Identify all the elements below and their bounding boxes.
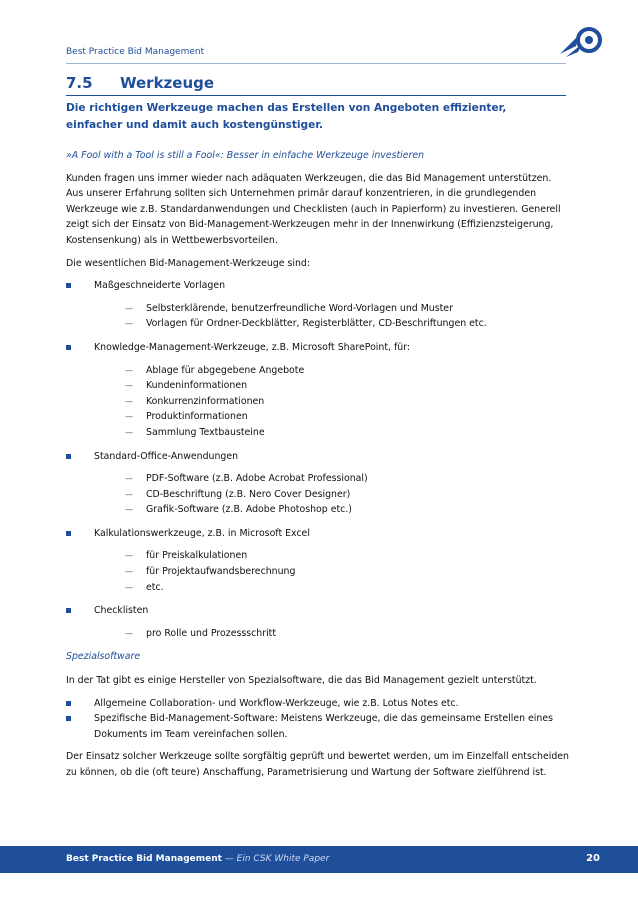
sub-list-item <box>94 548 571 564</box>
header-title: Best Practice Bid Management <box>66 47 205 57</box>
list-item-label: Checklisten <box>94 605 149 617</box>
list-item-label: Standard-Office-Anwendungen <box>94 450 239 462</box>
dash-bullet-icon: — <box>125 396 133 406</box>
footer-subtitle: — Ein CSK White Paper <box>224 854 330 864</box>
sub-list <box>94 363 571 441</box>
square-bullet-icon <box>66 531 71 536</box>
square-bullet-icon <box>66 701 71 706</box>
sub-list-item <box>94 301 571 317</box>
subheading-special-software: Spezialsoftware <box>66 651 141 663</box>
dash-bullet-icon: — <box>125 427 133 437</box>
sub-list-item-label: PDF-Software (z.B. Adobe Acrobat Professional) <box>146 473 368 485</box>
sub-list <box>94 471 571 518</box>
sub-list-item <box>94 394 571 410</box>
tools-list <box>66 278 571 641</box>
dash-bullet-icon: — <box>125 412 133 422</box>
quote-line: »A Fool with a Tool is still a Fool«: Besser in einfache Werkzeuge investieren <box>66 150 425 161</box>
dash-bullet-icon: — <box>125 381 133 391</box>
dash-bullet-icon: — <box>125 505 133 515</box>
footer-text <box>66 854 329 864</box>
page-number: 20 <box>586 853 600 864</box>
csk-logo-icon <box>556 24 608 60</box>
paragraph-conclusion: Der Einsatz solcher Werkzeuge sollte sorgfältig geprüft und bewertet werden, um im Einzelfall entscheiden zu können, ob die (oft teure) Anschaffung, Parametrisierung und Wartung der Software zielführend ist. <box>66 751 569 778</box>
section-number: 7.5 <box>66 74 93 92</box>
list-item <box>66 278 571 332</box>
dash-bullet-icon: — <box>125 567 133 577</box>
special-software-list <box>66 696 571 743</box>
sub-list-item-label: Sammlung Textbausteine <box>146 426 265 438</box>
sub-list-item <box>94 363 571 379</box>
section-heading <box>66 74 566 92</box>
sub-list-item <box>94 425 571 441</box>
dash-bullet-icon: — <box>125 365 133 375</box>
square-bullet-icon <box>66 345 71 350</box>
sub-list-item-label: Grafik-Software (z.B. Adobe Photoshop etc.) <box>146 504 352 516</box>
sub-list-item-label: Konkurrenzinformationen <box>146 395 265 407</box>
list-item-label: Allgemeine Collaboration- und Workflow-Werkzeuge, wie z.B. Lotus Notes etc. <box>94 697 459 709</box>
list-item <box>66 696 571 712</box>
sub-list <box>94 301 571 332</box>
sub-list-item-label: etc. <box>146 581 164 593</box>
list-item <box>66 603 571 641</box>
square-bullet-icon <box>66 283 71 288</box>
list-item <box>66 340 571 441</box>
paragraph-tools-intro: Die wesentlichen Bid-Management-Werkzeuge sind: <box>66 257 311 269</box>
square-bullet-icon <box>66 716 71 721</box>
lead-text: Die richtigen Werkzeuge machen das Erstellen von Angeboten effizienter, einfacher und damit auch kostengünstiger. <box>66 102 507 131</box>
square-bullet-icon <box>66 454 71 459</box>
section-rule <box>66 95 566 96</box>
sub-list <box>94 548 571 595</box>
sub-list-item-label: für Preiskalkulationen <box>146 550 248 562</box>
square-bullet-icon <box>66 608 71 613</box>
body-content <box>66 148 571 788</box>
list-item-label: Kalkulationswerkzeuge, z.B. in Microsoft Excel <box>94 527 310 539</box>
sub-list <box>94 626 571 642</box>
list-item-label: Maßgeschneiderte Vorlagen <box>94 280 226 292</box>
sub-list-item <box>94 316 571 332</box>
sub-list-item <box>94 409 571 425</box>
dash-bullet-icon: — <box>125 489 133 499</box>
sub-list-item-label: Kundeninformationen <box>146 380 248 392</box>
dash-bullet-icon: — <box>125 319 133 329</box>
sub-list-item-label: Vorlagen für Ordner-Deckblätter, Registerblätter, CD-Beschriftungen etc. <box>146 318 487 330</box>
section-title: Werkzeuge <box>120 74 215 92</box>
sub-list-item-label: CD-Beschriftung (z.B. Nero Cover Designer) <box>146 488 351 500</box>
sub-list-item <box>94 580 571 596</box>
sub-list-item-label: für Projektaufwandsberechnung <box>146 566 296 578</box>
list-item-label: Knowledge-Management-Werkzeuge, z.B. Microsoft SharePoint, für: <box>94 341 411 353</box>
header-rule <box>66 63 566 64</box>
dash-bullet-icon: — <box>125 303 133 313</box>
dash-bullet-icon: — <box>125 474 133 484</box>
dash-bullet-icon: — <box>125 551 133 561</box>
dash-bullet-icon: — <box>125 628 133 638</box>
sub-list-item-label: Produktinformationen <box>146 411 248 423</box>
sub-list-item-label: Selbsterklärende, benutzerfreundliche Word-Vorlagen und Muster <box>146 302 453 314</box>
sub-list-item-label: pro Rolle und Prozessschritt <box>146 627 277 639</box>
sub-list-item <box>94 487 571 503</box>
paragraph-intro: Kunden fragen uns immer wieder nach adäquaten Werkzeugen, die das Bid Management unterstützen. Aus unserer Erfahrung sollten sich Unternehmen primär darauf konzentrieren, in die grundlegenden Werkzeuge wie z.B. Standardanwendungen und Checklisten (auch in Papierform) zu investieren. Generell zeigt sich der Einsatz von Bid-Management-Werkzeugen mehr in der Innenwirkung (Effizienzsteigerung, Kostensenkung) als in Wettbewerbsvorteilen. <box>66 172 561 246</box>
paragraph-special: In der Tat gibt es einige Hersteller von Spezialsoftware, die das Bid Management gezielt unterstützt. <box>66 675 537 687</box>
footer-title: Best Practice Bid Management <box>66 854 222 864</box>
list-item <box>66 711 571 742</box>
sub-list-item-label: Ablage für abgegebene Angebote <box>146 364 305 376</box>
sub-list-item <box>94 378 571 394</box>
list-item-label: Spezifische Bid-Management-Software: Meistens Werkzeuge, die das gemeinsame Erstellen eines Dokuments im Team vereinfachen sollen. <box>94 713 553 740</box>
list-item <box>66 526 571 595</box>
sub-list-item <box>94 502 571 518</box>
list-item <box>66 449 571 518</box>
sub-list-item <box>94 471 571 487</box>
sub-list-item <box>94 626 571 642</box>
sub-list-item <box>94 564 571 580</box>
footer-bar <box>0 846 638 873</box>
dash-bullet-icon: — <box>125 582 133 592</box>
